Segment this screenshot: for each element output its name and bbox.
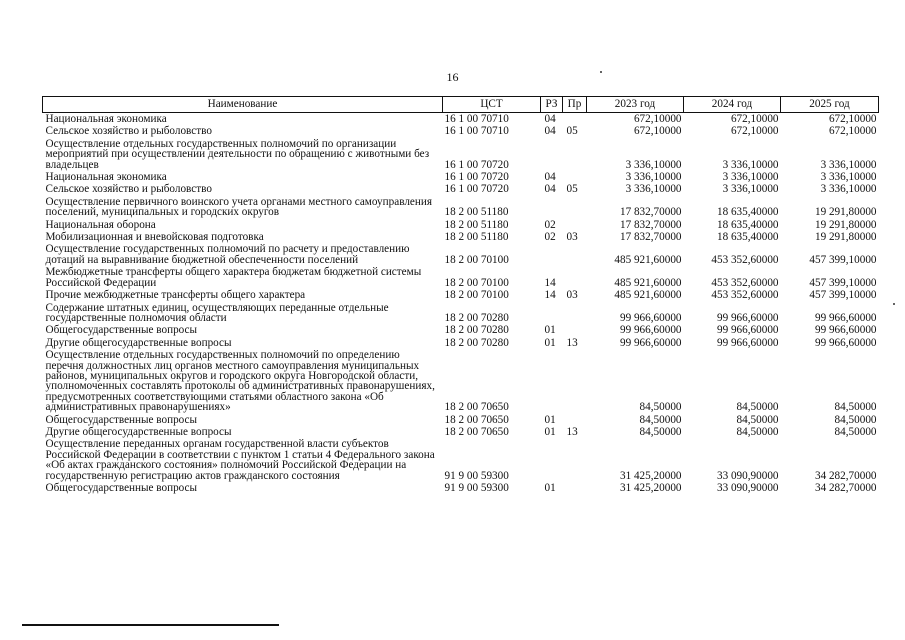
header-2023: 2023 год	[587, 97, 684, 113]
row-amount-2024: 453 352,60000	[711, 253, 779, 266]
table-row	[43, 138, 879, 171]
row-amount-2025: 84,50000	[834, 413, 877, 426]
row-amount-2024: 3 336,10000	[722, 158, 779, 171]
row-amount-2023: 84,50000	[639, 401, 682, 414]
row-pr	[563, 266, 587, 289]
table-header-row	[43, 97, 879, 113]
row-amount-2024: 99 966,60000	[716, 324, 779, 337]
row-amount-2023: 99 966,60000	[619, 311, 682, 324]
row-rz: 04	[544, 171, 556, 184]
table-body	[43, 113, 879, 495]
row-amount-2025: 3 336,10000	[820, 171, 877, 184]
row-rz	[541, 243, 563, 266]
row-pr: 05	[566, 183, 578, 196]
row-rz: 01	[544, 413, 556, 426]
row-amount-2025: 34 282,70000	[814, 482, 877, 494]
table-row	[43, 219, 879, 231]
row-amount-2024: 99 966,60000	[716, 311, 779, 324]
row-amount-2024: 33 090,90000	[716, 482, 779, 494]
row-amount-2025: 3 336,10000	[820, 158, 877, 171]
row-pr	[563, 219, 587, 231]
row-amount-2023: 485 921,60000	[614, 253, 682, 266]
row-amount-2023: 3 336,10000	[625, 183, 682, 196]
row-cst: 91 9 00 59300	[444, 482, 509, 494]
row-cst: 18 2 00 70650	[444, 425, 509, 438]
row-amount-2024: 18 635,40000	[716, 206, 779, 219]
table-row	[43, 196, 879, 219]
row-cst: 18 2 00 70100	[444, 276, 509, 289]
footer-rule	[22, 624, 279, 626]
table-row	[43, 438, 879, 482]
row-cst: 18 2 00 51180	[444, 206, 509, 219]
table-row	[43, 231, 879, 243]
header-pr: Пр	[563, 97, 587, 113]
row-amount-2025: 99 966,60000	[814, 336, 877, 349]
row-amount-2025: 84,50000	[834, 401, 877, 414]
scan-speck	[893, 303, 895, 305]
row-rz: 01	[544, 425, 556, 438]
row-pr	[563, 138, 587, 171]
row-pr: 13	[566, 336, 578, 349]
table-row	[43, 337, 879, 349]
row-cst: 18 2 00 51180	[444, 218, 509, 231]
row-rz: 04	[544, 125, 556, 138]
row-rz	[541, 138, 563, 171]
row-cst: 16 1 00 70720	[444, 158, 509, 171]
row-cst: 18 2 00 70650	[444, 401, 509, 414]
table-row	[43, 171, 879, 183]
row-rz	[541, 302, 563, 325]
row-cst: 18 2 00 70100	[444, 253, 509, 266]
row-amount-2024: 84,50000	[736, 401, 779, 414]
row-cst: 18 2 00 70280	[444, 311, 509, 324]
row-cst: 18 2 00 70100	[444, 289, 509, 302]
row-amount-2023: 84,50000	[639, 425, 682, 438]
row-amount-2024: 453 352,60000	[711, 289, 779, 302]
row-amount-2025: 672,10000	[828, 125, 877, 138]
row-cst: 18 2 00 70280	[444, 324, 509, 337]
row-amount-2024: 3 336,10000	[722, 183, 779, 196]
table-row	[43, 289, 879, 301]
row-name: Национальная экономика	[45, 171, 167, 184]
row-pr	[563, 171, 587, 183]
scan-speck	[600, 71, 602, 73]
row-name: Содержание штатных единиц, осуществляющих переданные отдельные государственные полномочия области	[45, 301, 389, 324]
row-amount-2025: 99 966,60000	[814, 324, 877, 337]
row-amount-2023: 31 425,20000	[619, 482, 682, 494]
row-amount-2024: 99 966,60000	[716, 336, 779, 349]
row-name: Прочие межбюджетные трансферты общего характера	[45, 289, 306, 302]
row-amount-2023: 17 832,70000	[619, 231, 682, 244]
row-pr	[563, 438, 587, 482]
row-rz: 04	[544, 113, 556, 125]
row-pr	[563, 196, 587, 219]
row-cst: 18 2 00 70650	[444, 413, 509, 426]
row-cst: 91 9 00 59300	[444, 469, 509, 482]
row-rz: 04	[544, 183, 556, 196]
row-pr: 03	[566, 231, 578, 244]
row-amount-2024: 18 635,40000	[716, 231, 779, 244]
row-amount-2023: 485 921,60000	[614, 276, 682, 289]
row-name: Сельское хозяйство и рыболовство	[45, 183, 212, 196]
row-cst: 16 1 00 70710	[444, 125, 509, 138]
row-name: Общегосударственные вопросы	[45, 324, 198, 337]
row-name: Другие общегосударственные вопросы	[45, 336, 232, 349]
row-rz: 01	[544, 324, 556, 337]
row-amount-2025: 457 399,10000	[809, 253, 877, 266]
row-pr: 13	[566, 425, 578, 438]
row-amount-2024: 672,10000	[730, 113, 779, 125]
row-cst: 16 1 00 70720	[444, 183, 509, 196]
row-pr	[563, 414, 587, 426]
row-rz: 14	[544, 276, 556, 289]
table-row	[43, 302, 879, 325]
table-row	[43, 183, 879, 195]
row-amount-2024: 84,50000	[736, 413, 779, 426]
row-amount-2024: 453 352,60000	[711, 276, 779, 289]
table-row	[43, 125, 879, 137]
row-name: Осуществление отдельных государственных полномочий по организации мероприятий при осуществлении деятельности по обращению с животными без владельцев	[45, 137, 430, 171]
row-amount-2025: 457 399,10000	[809, 276, 877, 289]
row-cst: 18 2 00 51180	[444, 231, 509, 244]
table-row	[43, 266, 879, 289]
page-number: 16	[446, 70, 459, 84]
row-amount-2024: 672,10000	[730, 125, 779, 138]
row-amount-2025: 672,10000	[828, 113, 877, 125]
row-cst: 18 2 00 70280	[444, 336, 509, 349]
row-rz	[541, 196, 563, 219]
row-amount-2025: 34 282,70000	[814, 469, 877, 482]
row-name: Осуществление переданных органам государственной власти субъектов Российской Федерации в соответствии с пунктом 1 статьи 4 Федерального закона «Об актах гражданского состояния» полномочий Российской Федерации на государственную регистрацию актов гражданского состояния	[45, 438, 435, 482]
row-amount-2023: 672,10000	[633, 113, 682, 125]
row-pr	[563, 113, 587, 126]
row-amount-2023: 31 425,20000	[619, 469, 682, 482]
row-amount-2025: 19 291,80000	[814, 206, 877, 219]
table-row	[43, 414, 879, 426]
row-amount-2023: 3 336,10000	[625, 171, 682, 184]
row-pr	[563, 349, 587, 413]
row-name: Мобилизационная и вневойсковая подготовка	[45, 231, 264, 244]
row-name: Осуществление государственных полномочий по расчету и предоставлению дотаций на выравнивание бюджетной обеспеченности поселений	[45, 243, 410, 266]
header-rz: РЗ	[541, 97, 563, 113]
row-amount-2023: 99 966,60000	[619, 336, 682, 349]
row-name: Общегосударственные вопросы	[45, 413, 198, 426]
row-pr	[563, 324, 587, 336]
row-amount-2024: 84,50000	[736, 425, 779, 438]
row-pr: 05	[566, 125, 578, 138]
row-cst: 16 1 00 70710	[444, 113, 509, 125]
row-name: Национальная экономика	[45, 113, 167, 125]
row-rz: 01	[544, 336, 556, 349]
table-row	[43, 243, 879, 266]
header-2025: 2025 год	[781, 97, 879, 113]
row-pr	[563, 243, 587, 266]
row-rz: 01	[544, 482, 556, 494]
row-rz	[541, 349, 563, 413]
row-name: Межбюджетные трансферты общего характера бюджетам бюджетной системы Российской Федерации	[45, 266, 422, 289]
row-name: Осуществление отдельных государственных полномочий по определению перечня должностных лиц органов местного самоуправления муниципальных районов, муниципальных округов и городского округа Новгородской области, уполномоченных составлять протоколы об административных правонарушениях, предусмотренных соответствующими статьями областного закона «Об административных правонарушениях»	[45, 349, 435, 414]
row-name: Осуществление первичного воинского учета органами местного самоуправления поселений, муниципальных и городских округов	[45, 195, 432, 219]
row-amount-2024: 18 635,40000	[716, 218, 779, 231]
row-pr	[563, 302, 587, 325]
row-amount-2023: 485 921,60000	[614, 289, 682, 302]
table-row	[43, 324, 879, 336]
table-row	[43, 349, 879, 413]
table-row	[43, 426, 879, 438]
row-name: Общегосударственные вопросы	[45, 482, 198, 494]
row-pr: 03	[566, 289, 578, 302]
row-name: Национальная оборона	[45, 218, 156, 231]
row-name: Сельское хозяйство и рыболовство	[45, 125, 212, 138]
row-rz	[541, 438, 563, 482]
row-amount-2024: 33 090,90000	[716, 469, 779, 482]
header-cst: ЦСТ	[443, 97, 541, 113]
row-amount-2025: 457 399,10000	[809, 289, 877, 302]
row-amount-2023: 84,50000	[639, 413, 682, 426]
row-amount-2025: 3 336,10000	[820, 183, 877, 196]
row-rz: 02	[544, 218, 556, 231]
row-amount-2023: 99 966,60000	[619, 324, 682, 337]
row-cst: 16 1 00 70720	[444, 171, 509, 184]
row-amount-2025: 84,50000	[834, 425, 877, 438]
row-rz: 02	[544, 231, 556, 244]
row-amount-2025: 19 291,80000	[814, 231, 877, 244]
header-name: Наименование	[43, 97, 443, 113]
row-amount-2023: 672,10000	[633, 125, 682, 138]
row-name: Другие общегосударственные вопросы	[45, 425, 232, 438]
row-amount-2023: 17 832,70000	[619, 206, 682, 219]
row-amount-2023: 3 336,10000	[625, 158, 682, 171]
budget-table	[42, 96, 879, 494]
row-amount-2025: 99 966,60000	[814, 311, 877, 324]
row-rz: 14	[544, 289, 556, 302]
header-2024: 2024 год	[684, 97, 781, 113]
row-amount-2025: 19 291,80000	[814, 218, 877, 231]
row-pr	[563, 482, 587, 494]
row-amount-2024: 3 336,10000	[722, 171, 779, 184]
table-row	[43, 113, 879, 126]
row-amount-2023: 17 832,70000	[619, 218, 682, 231]
table-row	[43, 482, 879, 494]
